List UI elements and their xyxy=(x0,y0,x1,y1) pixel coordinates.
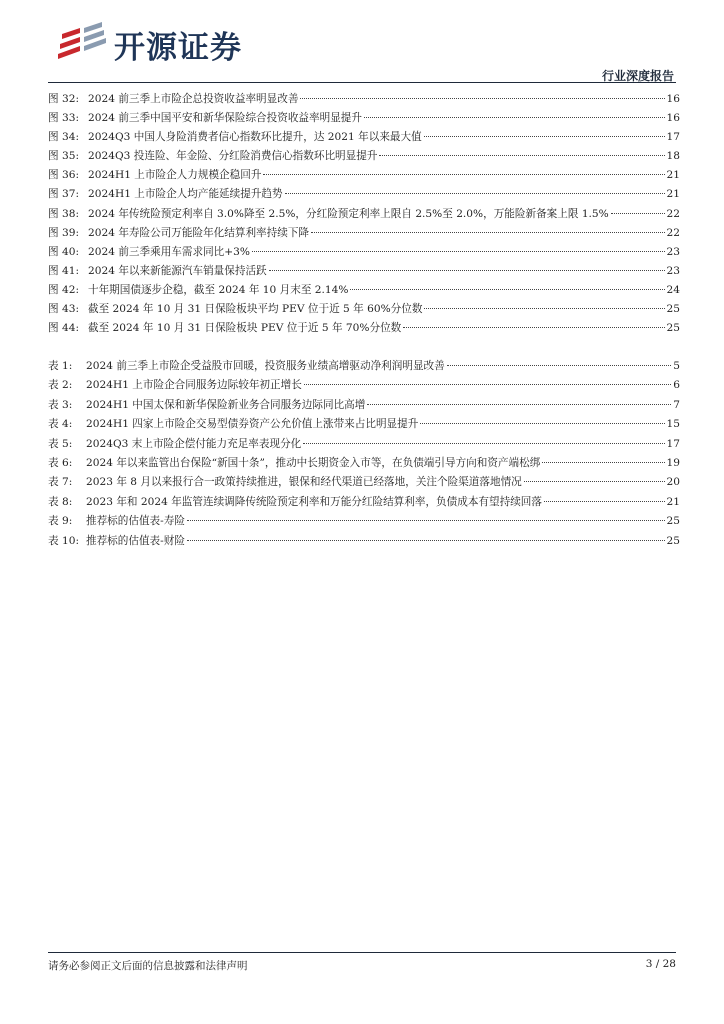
toc-row-figure[interactable] xyxy=(48,109,680,128)
toc-label: 图 39: xyxy=(48,226,80,239)
toc-label: 表 9: xyxy=(48,515,73,528)
toc-title: 十年期国债逐步企稳，截至 2024 年 10 月末至 2.14% xyxy=(88,283,349,296)
toc-title: 2024 前三季上市险企总投资收益率明显改善 xyxy=(88,93,299,105)
dot-leader xyxy=(379,155,664,156)
toc-row-figure[interactable] xyxy=(48,90,680,109)
toc-title: 2024H1 中国太保和新华保险新业务合同服务边际同比高增 xyxy=(86,398,366,411)
dot-leader xyxy=(403,327,664,328)
toc-page: 25 xyxy=(666,515,680,528)
toc-page: 5 xyxy=(673,360,680,372)
dot-leader xyxy=(544,501,665,502)
toc-row-figure[interactable] xyxy=(48,205,680,224)
figure-list xyxy=(48,90,680,338)
toc-title: 推荐标的估值表-寿险 xyxy=(86,515,185,528)
toc-page: 16 xyxy=(666,93,680,105)
toc-page: 24 xyxy=(666,283,680,296)
dot-leader xyxy=(252,251,665,252)
toc-title: 2024 前三季上市险企受益股市回暖，投资服务业绩高增驱动净利润明显改善 xyxy=(86,360,445,372)
toc-row-table[interactable] xyxy=(48,435,680,454)
toc-label: 表 10: xyxy=(48,534,80,547)
toc-title: 2024Q3 中国人身险消费者信心指数环比提升，达 2021 年以来最大值 xyxy=(88,131,422,144)
toc-label: 图 40: xyxy=(48,245,80,258)
toc-row-table[interactable] xyxy=(48,415,680,434)
toc-page: 23 xyxy=(666,245,680,258)
toc-row-figure[interactable] xyxy=(48,300,680,319)
toc-title: 2024 前三季中国平安和新华保险综合投资收益率明显提升 xyxy=(88,112,362,125)
toc-label: 表 2: xyxy=(48,379,73,392)
dot-leader xyxy=(187,540,665,541)
dot-leader xyxy=(424,308,664,309)
toc-label: 图 44: xyxy=(48,322,80,335)
footer-disclaimer: 请务必参阅正文后面的信息披露和法律声明 xyxy=(48,960,248,972)
toc-label: 表 5: xyxy=(48,437,73,450)
toc-row-table[interactable] xyxy=(48,493,680,512)
toc-label: 表 3: xyxy=(48,398,73,411)
toc-page: 23 xyxy=(666,264,680,277)
toc-title: 2024 年寿险公司万能险年化结算利率持续下降 xyxy=(88,226,310,239)
dot-leader xyxy=(447,365,672,366)
toc-label: 图 37: xyxy=(48,188,80,201)
footer-divider xyxy=(48,952,676,953)
toc-row-figure[interactable] xyxy=(48,281,680,300)
toc-title: 截至 2024 年 10 月 31 日保险板块平均 PEV 位于近 5 年 60%分位数 xyxy=(88,303,423,316)
toc-row-table[interactable] xyxy=(48,357,680,376)
dot-leader xyxy=(303,443,664,444)
toc-row-table[interactable] xyxy=(48,396,680,415)
toc-title: 2024Q3 末上市险企偿付能力充足率表现分化 xyxy=(86,437,302,450)
dot-leader xyxy=(611,213,665,214)
toc-label: 表 8: xyxy=(48,495,73,508)
dot-leader xyxy=(524,481,665,482)
toc-page: 21 xyxy=(666,188,680,201)
report-type-label: 行业深度报告 xyxy=(601,69,674,83)
toc-title: 2024H1 上市险企人力规模企稳回升 xyxy=(88,169,262,182)
toc-page: 22 xyxy=(666,226,680,239)
toc-label: 图 33: xyxy=(48,112,80,125)
toc-row-figure[interactable] xyxy=(48,262,680,281)
dot-leader xyxy=(263,174,664,175)
toc-label: 表 4: xyxy=(48,418,73,431)
logo-mark-icon xyxy=(56,20,108,64)
toc-label: 图 38: xyxy=(48,207,80,220)
dot-leader xyxy=(367,404,671,405)
toc-row-table[interactable] xyxy=(48,473,680,492)
toc-page: 18 xyxy=(666,150,680,163)
dot-leader xyxy=(187,520,665,521)
toc-title: 2024 年以来新能源汽车销量保持活跃 xyxy=(88,264,267,277)
toc-label: 表 6: xyxy=(48,456,73,469)
toc-label: 图 34: xyxy=(48,131,80,144)
toc-label: 表 1: xyxy=(48,360,73,372)
toc-row-figure[interactable] xyxy=(48,166,680,185)
toc-label: 图 36: xyxy=(48,169,80,182)
toc-page: 21 xyxy=(666,495,680,508)
footer-page-number: 3 / 28 xyxy=(645,958,676,970)
toc-title: 推荐标的估值表-财险 xyxy=(86,534,185,547)
page-header xyxy=(0,0,724,84)
toc-title: 2023 年 8 月以来报行合一政策持续推进，银保和经代渠道已经落地，关注个险渠道落地情况 xyxy=(86,476,522,489)
toc-page: 17 xyxy=(666,131,680,144)
toc-title: 2023 年和 2024 年监管连续调降传统险预定利率和万能分红险结算利率，负债成本有望持续回落 xyxy=(86,495,542,508)
dot-leader xyxy=(424,136,665,137)
toc-page: 20 xyxy=(666,476,680,489)
toc-label: 图 32: xyxy=(48,93,80,105)
toc-page: 25 xyxy=(666,534,680,547)
toc-page: 21 xyxy=(666,169,680,182)
toc-label: 图 41: xyxy=(48,264,80,277)
dot-leader xyxy=(285,193,665,194)
toc-page: 17 xyxy=(666,437,680,450)
toc-title: 2024H1 上市险企合同服务边际较年初正增长 xyxy=(86,379,302,392)
toc-page: 15 xyxy=(666,418,680,431)
logo-text: 开源证券 xyxy=(114,30,242,66)
dot-leader xyxy=(300,98,664,99)
toc-page: 6 xyxy=(673,379,680,392)
toc-label: 表 7: xyxy=(48,476,73,489)
toc-title: 2024H1 四家上市险企交易型债券资产公允价值上涨带来占比明显提升 xyxy=(86,418,419,431)
kaiyuan-securities-logo xyxy=(56,18,276,64)
toc-page: 22 xyxy=(666,207,680,220)
dot-leader xyxy=(420,423,664,424)
toc-page: 19 xyxy=(666,456,680,469)
toc-row-figure[interactable] xyxy=(48,319,680,338)
toc-row-figure[interactable] xyxy=(48,147,680,166)
toc-title: 截至 2024 年 10 月 31 日保险板块 PEV 位于近 5 年 70%分位数 xyxy=(88,322,402,335)
toc-row-figure[interactable] xyxy=(48,128,680,147)
toc-row-figure[interactable] xyxy=(48,185,680,204)
toc-label: 图 42: xyxy=(48,283,80,296)
dot-leader xyxy=(364,117,665,118)
toc-title: 2024 年以来监管出台保险“新国十条”，推动中长期资金入市等，在负债端引导方向和资产端松绑 xyxy=(86,456,541,469)
toc-page: 25 xyxy=(666,303,680,316)
toc-title: 2024 年传统险预定利率自 3.0%降至 2.5%，分红险预定利率上限自 2.5%至 2.0%，万能险新备案上限 1.5% xyxy=(88,207,609,220)
toc-row-table[interactable] xyxy=(48,532,680,551)
toc-row-table[interactable] xyxy=(48,512,680,531)
dot-leader xyxy=(304,384,671,385)
toc-title: 2024 前三季乘用车需求同比+3% xyxy=(88,245,250,258)
toc-page: 16 xyxy=(666,112,680,125)
toc-label: 图 35: xyxy=(48,150,80,163)
toc-page: 7 xyxy=(673,398,680,411)
toc-title: 2024H1 上市险企人均产能延续提升趋势 xyxy=(88,188,283,201)
toc-row-table[interactable] xyxy=(48,454,680,473)
dot-leader xyxy=(350,289,664,290)
toc-label: 图 43: xyxy=(48,303,80,316)
dot-leader xyxy=(269,270,665,271)
table-list xyxy=(48,357,680,551)
toc-row-figure[interactable] xyxy=(48,224,680,243)
dot-leader xyxy=(311,232,665,233)
toc-page: 25 xyxy=(666,322,680,335)
toc-row-table[interactable] xyxy=(48,376,680,395)
header-divider xyxy=(48,82,676,83)
toc-row-figure[interactable] xyxy=(48,243,680,262)
toc-title: 2024Q3 投连险、年金险、分红险消费信心指数环比明显提升 xyxy=(88,150,378,163)
dot-leader xyxy=(542,462,664,463)
